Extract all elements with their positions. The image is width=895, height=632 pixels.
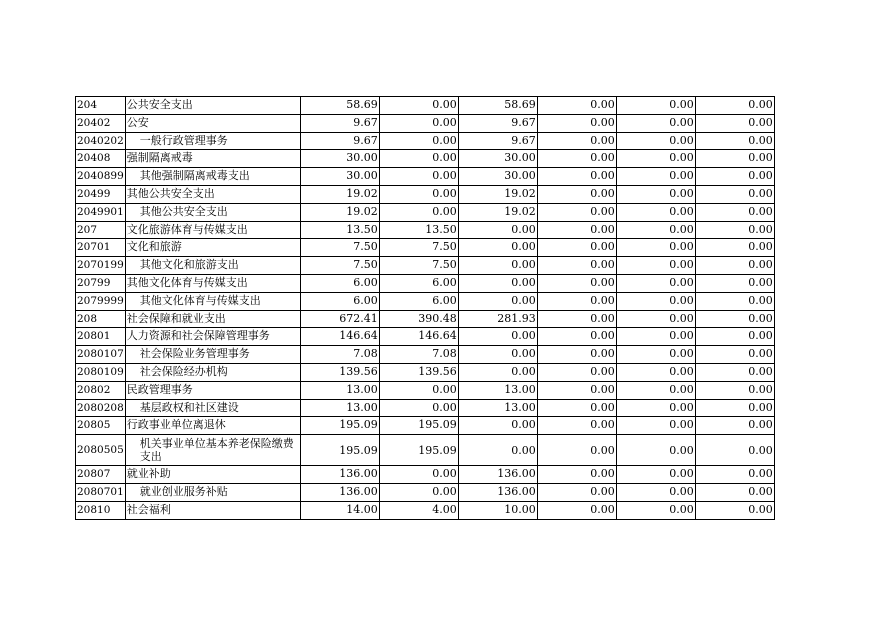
amount-cell: 0.00 <box>695 501 774 519</box>
amount-cell: 136.00 <box>458 466 537 484</box>
subject-name-cell: 社会保险业务管理事务 <box>125 346 300 364</box>
amount-cell: 6.00 <box>379 274 458 292</box>
amount-cell: 0.00 <box>695 185 774 203</box>
subject-code-cell: 20801 <box>76 328 126 346</box>
table-row <box>76 381 775 399</box>
subject-code-cell: 2080505 <box>76 435 126 466</box>
amount-cell: 0.00 <box>616 274 695 292</box>
amount-cell: 0.00 <box>616 466 695 484</box>
amount-cell: 9.67 <box>300 132 379 150</box>
amount-cell: 390.48 <box>379 310 458 328</box>
subject-code-cell: 2070199 <box>76 257 126 275</box>
amount-cell: 7.50 <box>379 257 458 275</box>
amount-cell: 0.00 <box>695 221 774 239</box>
amount-cell: 0.00 <box>695 417 774 435</box>
subject-code-cell: 20499 <box>76 185 126 203</box>
amount-cell: 0.00 <box>458 346 537 364</box>
amount-cell: 7.08 <box>379 346 458 364</box>
amount-cell: 136.00 <box>458 483 537 501</box>
amount-cell: 0.00 <box>616 328 695 346</box>
amount-cell: 0.00 <box>616 257 695 275</box>
table-row <box>76 435 775 466</box>
amount-cell: 0.00 <box>537 150 616 168</box>
amount-cell: 0.00 <box>695 310 774 328</box>
subject-code-cell: 20805 <box>76 417 126 435</box>
amount-cell: 0.00 <box>458 239 537 257</box>
amount-cell: 6.00 <box>300 292 379 310</box>
table-row <box>76 417 775 435</box>
subject-code-cell: 20807 <box>76 466 126 484</box>
amount-cell: 0.00 <box>616 363 695 381</box>
table-row <box>76 97 775 115</box>
amount-cell: 0.00 <box>379 150 458 168</box>
amount-cell: 0.00 <box>616 97 695 115</box>
subject-code-cell: 20802 <box>76 381 126 399</box>
amount-cell: 0.00 <box>695 257 774 275</box>
amount-cell: 4.00 <box>379 501 458 519</box>
amount-cell: 0.00 <box>537 501 616 519</box>
amount-cell: 0.00 <box>616 221 695 239</box>
amount-cell: 6.00 <box>300 274 379 292</box>
subject-name-cell: 就业补助 <box>125 466 300 484</box>
subject-name-cell: 社会保障和就业支出 <box>125 310 300 328</box>
amount-cell: 0.00 <box>695 363 774 381</box>
amount-cell: 0.00 <box>695 381 774 399</box>
amount-cell: 0.00 <box>616 185 695 203</box>
subject-code-cell: 204 <box>76 97 126 115</box>
table-body <box>76 97 775 520</box>
amount-cell: 9.67 <box>458 132 537 150</box>
amount-cell: 0.00 <box>537 97 616 115</box>
amount-cell: 0.00 <box>379 381 458 399</box>
amount-cell: 0.00 <box>695 203 774 221</box>
amount-cell: 0.00 <box>379 483 458 501</box>
amount-cell: 0.00 <box>616 292 695 310</box>
subject-name-cell: 就业创业服务补贴 <box>125 483 300 501</box>
subject-name-cell: 一般行政管理事务 <box>125 132 300 150</box>
amount-cell: 0.00 <box>379 97 458 115</box>
amount-cell: 146.64 <box>379 328 458 346</box>
amount-cell: 195.09 <box>300 417 379 435</box>
amount-cell: 0.00 <box>537 185 616 203</box>
table-row <box>76 483 775 501</box>
amount-cell: 136.00 <box>300 466 379 484</box>
amount-cell: 0.00 <box>616 150 695 168</box>
amount-cell: 0.00 <box>616 399 695 417</box>
table-row <box>76 466 775 484</box>
table-row <box>76 328 775 346</box>
amount-cell: 0.00 <box>616 381 695 399</box>
subject-name-cell: 基层政权和社区建设 <box>125 399 300 417</box>
subject-code-cell: 207 <box>76 221 126 239</box>
amount-cell: 19.02 <box>300 203 379 221</box>
amount-cell: 30.00 <box>458 150 537 168</box>
amount-cell: 195.09 <box>379 435 458 466</box>
amount-cell: 0.00 <box>537 114 616 132</box>
amount-cell: 0.00 <box>458 417 537 435</box>
subject-code-cell: 20402 <box>76 114 126 132</box>
amount-cell: 7.50 <box>300 239 379 257</box>
amount-cell: 0.00 <box>379 466 458 484</box>
amount-cell: 0.00 <box>695 239 774 257</box>
subject-name-cell: 民政管理事务 <box>125 381 300 399</box>
amount-cell: 0.00 <box>695 274 774 292</box>
amount-cell: 139.56 <box>379 363 458 381</box>
amount-cell: 30.00 <box>458 168 537 186</box>
amount-cell: 0.00 <box>616 483 695 501</box>
amount-cell: 0.00 <box>379 185 458 203</box>
amount-cell: 30.00 <box>300 150 379 168</box>
amount-cell: 0.00 <box>695 435 774 466</box>
amount-cell: 0.00 <box>458 274 537 292</box>
amount-cell: 139.56 <box>300 363 379 381</box>
amount-cell: 0.00 <box>379 168 458 186</box>
amount-cell: 0.00 <box>458 328 537 346</box>
amount-cell: 0.00 <box>537 483 616 501</box>
amount-cell: 0.00 <box>695 114 774 132</box>
subject-name-cell: 人力资源和社会保障管理事务 <box>125 328 300 346</box>
amount-cell: 7.08 <box>300 346 379 364</box>
subject-name-cell: 公安 <box>125 114 300 132</box>
subject-code-cell: 20810 <box>76 501 126 519</box>
table-row <box>76 168 775 186</box>
subject-name-cell: 强制隔离戒毒 <box>125 150 300 168</box>
amount-cell: 0.00 <box>616 346 695 364</box>
amount-cell: 0.00 <box>537 132 616 150</box>
subject-name-cell: 行政事业单位离退休 <box>125 417 300 435</box>
subject-code-cell: 20408 <box>76 150 126 168</box>
amount-cell: 195.09 <box>379 417 458 435</box>
amount-cell: 0.00 <box>695 399 774 417</box>
table-row <box>76 292 775 310</box>
table-row <box>76 221 775 239</box>
amount-cell: 0.00 <box>379 203 458 221</box>
amount-cell: 0.00 <box>537 346 616 364</box>
subject-name-cell: 社会福利 <box>125 501 300 519</box>
amount-cell: 0.00 <box>616 239 695 257</box>
subject-code-cell: 2049901 <box>76 203 126 221</box>
subject-name-cell: 其他公共安全支出 <box>125 203 300 221</box>
amount-cell: 0.00 <box>537 435 616 466</box>
amount-cell: 0.00 <box>695 328 774 346</box>
amount-cell: 10.00 <box>458 501 537 519</box>
amount-cell: 0.00 <box>616 310 695 328</box>
amount-cell: 0.00 <box>537 292 616 310</box>
amount-cell: 0.00 <box>695 97 774 115</box>
amount-cell: 0.00 <box>379 399 458 417</box>
expenditure-table <box>75 96 775 520</box>
amount-cell: 0.00 <box>537 310 616 328</box>
amount-cell: 0.00 <box>537 399 616 417</box>
amount-cell: 58.69 <box>458 97 537 115</box>
amount-cell: 0.00 <box>695 150 774 168</box>
amount-cell: 0.00 <box>616 114 695 132</box>
amount-cell: 195.09 <box>300 435 379 466</box>
amount-cell: 13.50 <box>300 221 379 239</box>
table-row <box>76 239 775 257</box>
table-row <box>76 363 775 381</box>
amount-cell: 7.50 <box>300 257 379 275</box>
subject-name-cell: 其他文化体育与传媒支出 <box>125 292 300 310</box>
amount-cell: 0.00 <box>616 203 695 221</box>
subject-code-cell: 2080208 <box>76 399 126 417</box>
amount-cell: 13.00 <box>300 381 379 399</box>
subject-code-cell: 20701 <box>76 239 126 257</box>
table-row <box>76 310 775 328</box>
amount-cell: 9.67 <box>300 114 379 132</box>
subject-code-cell: 2080109 <box>76 363 126 381</box>
amount-cell: 0.00 <box>616 435 695 466</box>
amount-cell: 0.00 <box>379 114 458 132</box>
table-row <box>76 114 775 132</box>
subject-name-cell: 机关事业单位基本养老保险缴费支出 <box>125 435 300 466</box>
subject-code-cell: 20799 <box>76 274 126 292</box>
amount-cell: 0.00 <box>537 381 616 399</box>
subject-code-cell: 208 <box>76 310 126 328</box>
amount-cell: 0.00 <box>537 466 616 484</box>
amount-cell: 58.69 <box>300 97 379 115</box>
amount-cell: 0.00 <box>458 221 537 239</box>
amount-cell: 0.00 <box>537 257 616 275</box>
amount-cell: 0.00 <box>458 435 537 466</box>
table-row <box>76 203 775 221</box>
subject-code-cell: 2040899 <box>76 168 126 186</box>
table-row <box>76 257 775 275</box>
subject-name-cell: 社会保险经办机构 <box>125 363 300 381</box>
amount-cell: 0.00 <box>616 168 695 186</box>
amount-cell: 146.64 <box>300 328 379 346</box>
subject-name-cell: 文化和旅游 <box>125 239 300 257</box>
table-row <box>76 132 775 150</box>
amount-cell: 0.00 <box>537 221 616 239</box>
amount-cell: 13.00 <box>458 399 537 417</box>
amount-cell: 0.00 <box>537 274 616 292</box>
subject-name-cell: 公共安全支出 <box>125 97 300 115</box>
amount-cell: 0.00 <box>695 292 774 310</box>
amount-cell: 0.00 <box>695 483 774 501</box>
amount-cell: 0.00 <box>537 328 616 346</box>
amount-cell: 13.50 <box>379 221 458 239</box>
table-row <box>76 399 775 417</box>
subject-name-cell: 其他文化体育与传媒支出 <box>125 274 300 292</box>
amount-cell: 14.00 <box>300 501 379 519</box>
amount-cell: 0.00 <box>458 363 537 381</box>
amount-cell: 0.00 <box>695 168 774 186</box>
subject-code-cell: 2040202 <box>76 132 126 150</box>
amount-cell: 9.67 <box>458 114 537 132</box>
amount-cell: 0.00 <box>537 168 616 186</box>
amount-cell: 30.00 <box>300 168 379 186</box>
table-row <box>76 274 775 292</box>
amount-cell: 13.00 <box>300 399 379 417</box>
amount-cell: 0.00 <box>537 203 616 221</box>
amount-cell: 0.00 <box>537 363 616 381</box>
amount-cell: 281.93 <box>458 310 537 328</box>
amount-cell: 13.00 <box>458 381 537 399</box>
amount-cell: 0.00 <box>695 132 774 150</box>
subject-code-cell: 2080107 <box>76 346 126 364</box>
amount-cell: 7.50 <box>379 239 458 257</box>
amount-cell: 0.00 <box>616 501 695 519</box>
amount-cell: 0.00 <box>379 132 458 150</box>
amount-cell: 0.00 <box>695 346 774 364</box>
amount-cell: 0.00 <box>458 292 537 310</box>
amount-cell: 0.00 <box>695 466 774 484</box>
amount-cell: 19.02 <box>300 185 379 203</box>
table-row <box>76 501 775 519</box>
subject-code-cell: 2080701 <box>76 483 126 501</box>
table-row <box>76 185 775 203</box>
table-row <box>76 346 775 364</box>
amount-cell: 0.00 <box>616 417 695 435</box>
amount-cell: 19.02 <box>458 185 537 203</box>
subject-name-cell: 其他强制隔离戒毒支出 <box>125 168 300 186</box>
table-row <box>76 150 775 168</box>
amount-cell: 0.00 <box>537 417 616 435</box>
amount-cell: 0.00 <box>458 257 537 275</box>
subject-code-cell: 2079999 <box>76 292 126 310</box>
amount-cell: 0.00 <box>537 239 616 257</box>
amount-cell: 672.41 <box>300 310 379 328</box>
amount-cell: 0.00 <box>616 132 695 150</box>
amount-cell: 19.02 <box>458 203 537 221</box>
amount-cell: 136.00 <box>300 483 379 501</box>
subject-name-cell: 文化旅游体育与传媒支出 <box>125 221 300 239</box>
amount-cell: 6.00 <box>379 292 458 310</box>
subject-name-cell: 其他文化和旅游支出 <box>125 257 300 275</box>
subject-name-cell: 其他公共安全支出 <box>125 185 300 203</box>
